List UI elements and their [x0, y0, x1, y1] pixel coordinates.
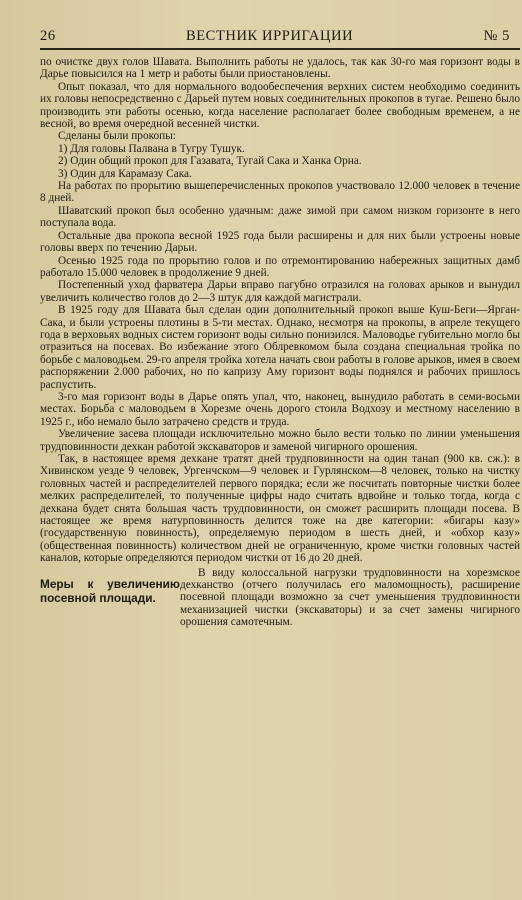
section-heading: Меры к увеличению посевной площади. — [40, 576, 180, 605]
paragraph: На работах по прорытию вышеперечисленных прокопов участвовало 12.000 человек в течение 8 дней. — [40, 180, 520, 205]
paragraph: В виду колоссальной нагрузки трудповинности на хорезмское дехканство (отчего получилась его маломощность), расширение посевной площади возможно за счет уменьшения трудповинности механизацией чистки (экскаваторы) и за счет замены чигирного орошения самотечным. — [180, 566, 520, 629]
paragraph: Осенью 1925 года по прорытию голов и по отремонтированию набережных защитных дамб работало 15.000 человек в продолжение 9 дней. — [40, 254, 520, 279]
page-number: 26 — [40, 28, 56, 44]
paragraph: Шаватский прокоп был особенно удачным: даже зимой при самом низком горизонте в него поступала вода. — [40, 204, 520, 230]
paragraph: по очистке двух голов Шавата. Выполнить работы не удалось, так как 30-го мая горизонт воды в Дарье повысился на 1 метр и работы были приостановлены. — [40, 56, 520, 81]
list-item: 1) Для головы Палвана в Тугру Тушук. — [58, 142, 245, 155]
list-item: 2) Один общий прокоп для Газавата, Тугай Сака и Ханка Орна. — [58, 155, 362, 168]
paragraph: 3-го мая горизонт воды в Дарье опять упал, что, наконец, вынудило работать в семи-восьми местах. Борьба с маловодьем в Хорезме очень дорого стоила Водхозу и местному населению в 1925 г., ибо немало было затрачено средств и труда. — [40, 390, 520, 428]
paragraph: В 1925 году для Шавата был сделан один дополнительный прокоп выше Куш-Беги—Ярган-Сака, и были устроены плотины в 5-ти местах. Однако, несмотря на прокопы, в апреле текущего года в верховьях водных систем горизонт воды сильно понизился. Маловодье губительно могло бы отразиться на посевах. Во избежание этого Облревкомом была создана специальная тройка по борьбе с маловодьем. 29-го апреля тройка хотела начать свои работы в голове арыков, имея в своем распоряжении 2.000 рабочих, но по капризу Аму горизонт воды поднялся и рабочих пришлось распустить. — [40, 304, 520, 391]
sidebar-section — [40, 567, 520, 629]
list-item: 3) Один для Карамазу Сака. — [58, 167, 192, 180]
page-header — [40, 28, 520, 45]
article-body — [40, 56, 520, 629]
paragraph: Сделаны были прокопы: — [58, 130, 176, 143]
issue-number: № 5 — [483, 28, 510, 44]
paragraph: Остальные два прокопа весной 1925 года были расширены и для них были устроены новые головы вверх по течению Дарьи. — [40, 229, 520, 255]
paragraph: Постепенный уход фарватера Дарьи вправо пагубно отразился на головах арыков и вынудил увеличить количество голов до 2—3 штук для каждой магистрали. — [40, 279, 520, 304]
paragraph: Так, в настоящее время дехкане тратят дней трудповинности на один танап (900 кв. сж.): в Хивинском уезде 9 человек, Ургенчском—9 человек и Гурлянском—8 человек, только на чистку головных частей и распределителей первого порядка; если же посчитать повторные чистки более мелких распределителей, то полученные цифры надо считать вдвойне и только тогда, когда с дехкана будет снята большая часть трудповинности, он сможет расширить площади посева. В настоящее же время натурповинность делится тоже на две категории: «бигары казу» (государственную повинность), определяемую периодом в шесть дней, и «обхор казу» (общественная повинность) количеством дней не ограниченную, кроме чистки головных частей каналов, которые определяются периодом чистки от 16 до 20 дней. — [40, 453, 520, 565]
paragraph: Увеличение засева площади исключительно можно было вести только по линии уменьшения трудповинности дехкан работой экскаваторов и заменой чигирного орошения. — [40, 428, 520, 453]
header-rule — [40, 48, 520, 50]
journal-title: ВЕСТНИК ИРРИГАЦИИ — [185, 28, 354, 44]
paragraph: Опыт показал, что для нормального водообеспечения верхних систем необходимо соединить их головы непосредственно с Дарьей путем новых соединительных прокопов в тугае. Решено было производить эти работы осенью, когда население располагает более свободным временем, а не весной, во время очередной весенней чистки. — [40, 80, 520, 131]
